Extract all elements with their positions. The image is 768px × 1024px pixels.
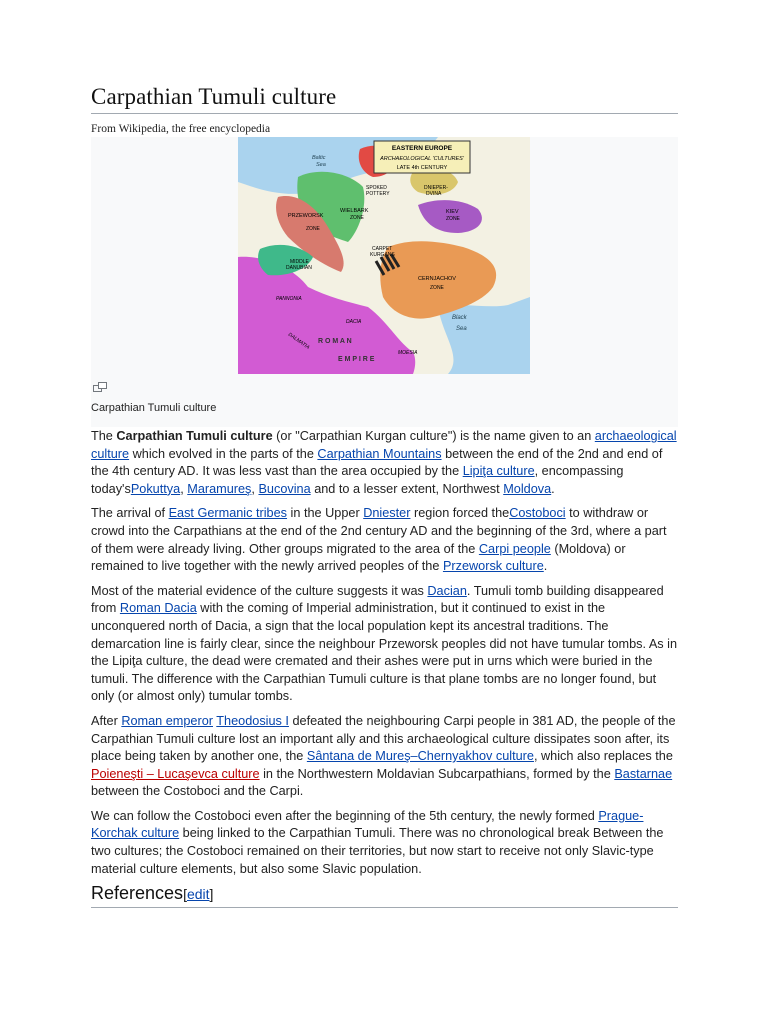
references-heading: [91, 883, 213, 904]
text: Most of the material evidence of the culture suggests it was: [91, 583, 428, 598]
map-label-baltic-sea: Sea: [316, 162, 326, 168]
link-east-germanic-tribes[interactable]: East Germanic tribes: [168, 506, 288, 521]
link-santana-de-mures-culture[interactable]: Sântana de Mureş–Chernyakhov culture: [306, 749, 534, 764]
bracket: ]: [209, 886, 214, 902]
text: (or "Carpathian Kurgan culture") is the name given to an: [272, 429, 595, 443]
text: (Moldova) or remained to live together with the newly arrived peoples of the: [91, 541, 626, 574]
link-dacian[interactable]: Dacian: [427, 583, 467, 598]
link-costoboci[interactable]: Costoboci: [509, 506, 566, 521]
map-legend-line1: EASTERN EUROPE: [391, 145, 453, 152]
map-label-kurgans: KURGANS: [370, 252, 395, 258]
map-label-dnieper: DNIEPER-: [424, 185, 448, 191]
map-label-przeworsk-zone: ZONE: [306, 226, 320, 232]
text: being linked to the Carpathian Tumuli. There was no chronological break Between the two cultures; the Costoboci remained on their territories, but now start to receive not only Slavic-type material culture elements, but also some Slavic population.: [91, 826, 664, 876]
map-label-black: Black: [452, 315, 467, 321]
text: The arrival of: [91, 506, 169, 521]
paragraph-1: [91, 428, 678, 498]
map-legend-line3: LATE 4th CENTURY: [396, 165, 448, 171]
map-label-roman: R O M A N: [318, 338, 352, 345]
link-maramures[interactable]: Maramureş: [187, 481, 252, 496]
map-label-wielbark-zone: ZONE: [350, 215, 364, 221]
map-legend-line2: ARCHAEOLOGICAL 'CULTURES': [380, 156, 464, 162]
link-bastarnae[interactable]: Bastarnae: [614, 766, 673, 781]
edit-section-link: [183, 886, 213, 902]
text: , which also replaces the: [533, 749, 673, 764]
text: ,: [180, 481, 188, 496]
link-theodosius-i[interactable]: Theodosius I: [216, 713, 289, 728]
text: in the Upper: [287, 506, 364, 521]
title-divider: [91, 113, 678, 114]
edit-link[interactable]: edit: [186, 886, 210, 902]
text: ,: [251, 481, 259, 496]
map-label-pannonia: PANNONIA: [276, 296, 302, 302]
text: between the end of the 2nd and end of the 4th century AD. It was less vast than the area occupied by the: [91, 446, 663, 479]
map-label-carpet: CARPET: [372, 246, 393, 252]
bracket: [: [183, 886, 187, 902]
map-label-przeworsk: PRZEWORSK: [288, 213, 324, 219]
text: We can follow the Costoboci even after the beginning of the 5th century, the newly formed: [91, 808, 599, 823]
paragraph-3: [91, 583, 678, 706]
link-roman-dacia[interactable]: Roman Dacia: [119, 601, 197, 616]
link-lipita-culture[interactable]: Lipiţa culture: [462, 464, 535, 479]
paragraph-5: [91, 808, 678, 878]
page-title: Carpathian Tumuli culture: [91, 84, 337, 109]
text: and to a lesser extent, Northwest: [310, 481, 504, 496]
paragraph-2: [91, 505, 678, 575]
map-label-cernjachov: CERNJACHOV: [418, 276, 456, 282]
link-bucovina[interactable]: Bucovina: [258, 481, 311, 496]
figure-thumbnail: [91, 137, 678, 427]
map-label-spoked: SPOKED: [366, 185, 387, 191]
map-label-kiev-zone: ZONE: [446, 216, 460, 222]
map-label-cernjachov-zone: ZONE: [430, 285, 444, 291]
archaeological-map-image[interactable]: [238, 137, 530, 374]
map-label-baltic: Baltic: [312, 155, 326, 161]
map-label-dalmatia: DALMATIA: [286, 331, 311, 351]
text: region forced the: [410, 506, 510, 521]
text: to withdraw or crowd into the Carpathians at the end of the 2nd century AD and the beginning of the 3rd, where a part of them were already living. Other groups migrated to the area of the: [91, 506, 667, 556]
map-label-black-sea: Sea: [456, 326, 467, 332]
text: .: [551, 481, 555, 496]
section-title: References: [91, 883, 184, 903]
map-label-danubian: DANUBIAN: [286, 265, 312, 271]
text: , encompassing today's: [91, 464, 624, 496]
link-archaeological-culture[interactable]: archaeological culture: [91, 429, 677, 461]
link-poienesti-lucasevca-culture[interactable]: Poieneşti – Lucaşevca culture: [91, 766, 260, 781]
text: with the coming of Imperial administration, but it continued to exist in the unconquered north of Dacia, a sign that the local population kept its ancestral traditions. The demarcation line is fairly clear, since the neighbour Przeworsk peoples did not have tumular tombs. As in the Lipiţa culture, the dead were cremated and their ashes were put in urns which were buried in the tumuli. The difference with the Carpathian Tumuli culture is that plane tombs are no longer found, but only (or almost only) tumular tombs.: [91, 601, 678, 704]
text: .: [543, 559, 548, 574]
link-prague-korchak-culture[interactable]: Prague-Korchak culture: [91, 808, 644, 841]
link-roman-emperor[interactable]: Roman emperor: [121, 713, 213, 728]
text: defeated the neighbouring Carpi people in 381 AD, the people of the Carpathian Tumuli culture lost an important ally and this archaeological culture dissipates soon after, its place being taken by another one, the: [91, 713, 676, 764]
map-label-dvina: DVINA: [426, 191, 442, 197]
link-pokuttya[interactable]: Pokuttya: [130, 481, 181, 496]
map-label-dacia: DACIA: [346, 319, 362, 325]
text: . Tumuli tomb building disappeared from: [91, 583, 664, 616]
site-tagline: From Wikipedia, the free encyclopedia: [91, 123, 271, 135]
link-carpi-people[interactable]: Carpi people: [478, 541, 551, 556]
figure-caption: Carpathian Tumuli culture: [91, 402, 217, 414]
bold-term: Carpathian Tumuli culture: [116, 429, 273, 443]
map-label-pottery: POTTERY: [366, 191, 390, 197]
link-dniester[interactable]: Dniester: [363, 506, 411, 521]
references-divider: [91, 907, 678, 908]
link-moldova[interactable]: Moldova: [503, 481, 552, 496]
map-label-empire: E M P I R E: [338, 356, 375, 363]
text: which evolved in the parts of the: [129, 446, 318, 461]
text: in the Northwestern Moldavian Subcarpathians, formed by the: [259, 766, 615, 781]
map-label-middle: MIDDLE: [290, 259, 309, 265]
enlarge-icon[interactable]: [93, 382, 107, 392]
link-przeworsk-culture[interactable]: Przeworsk culture: [442, 559, 544, 574]
link-carpathian-mountains[interactable]: Carpathian Mountains: [317, 446, 442, 461]
map-label-moesia: MOESIA: [398, 350, 418, 356]
paragraph-4: [91, 713, 678, 801]
map-label-kiev: KIEV: [446, 209, 459, 215]
text: between the Costoboci and the Carpi.: [91, 784, 304, 799]
text: The: [91, 429, 117, 443]
map-label-wielbark: WIELBARK: [340, 208, 369, 214]
text: After: [91, 713, 122, 728]
article-body: [91, 428, 678, 885]
